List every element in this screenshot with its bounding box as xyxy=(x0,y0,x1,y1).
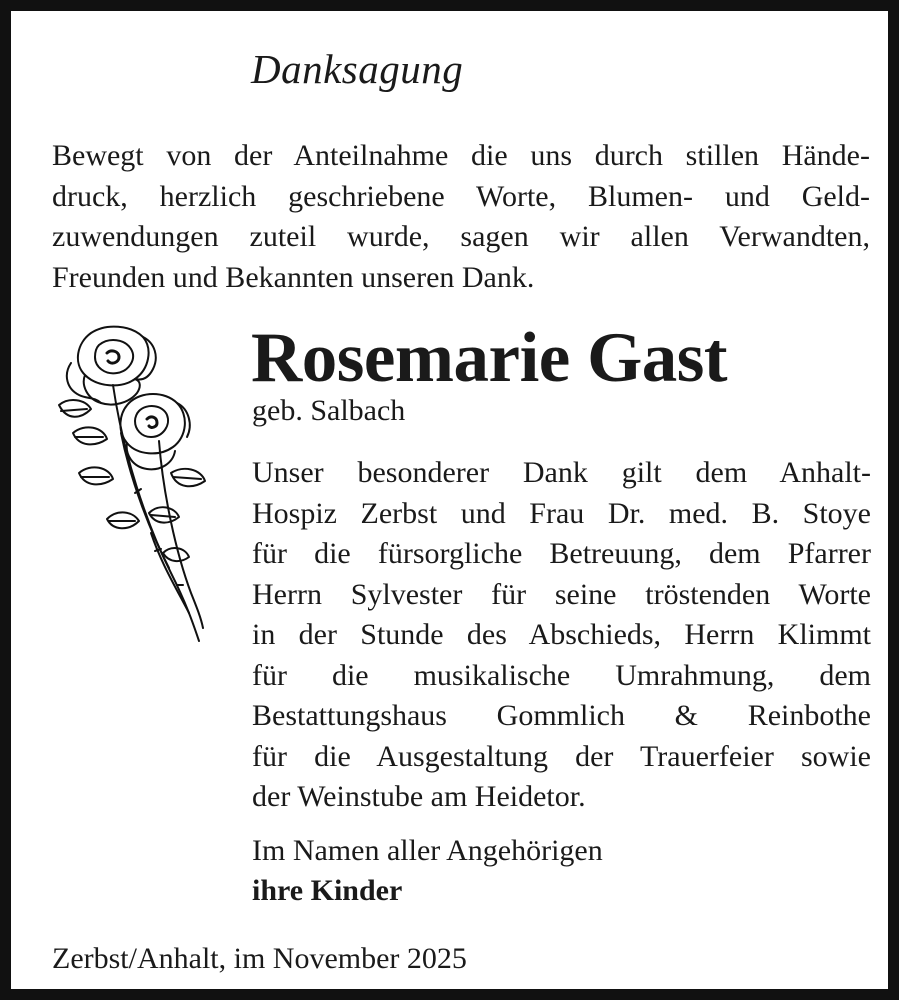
intro-line: Bewegt von der Anteilnahme die uns durch stillen Hände- xyxy=(52,139,870,172)
thanks-line: für die Ausgestaltung der Trauerfeier sowie xyxy=(252,739,871,773)
intro-paragraph xyxy=(52,136,870,298)
thanks-line: für die fürsorgliche Betreuung, dem Pfarrer xyxy=(252,537,871,570)
thanks-line: Hospiz Zerbst und Frau Dr. med. B. Stoye xyxy=(252,496,871,530)
intro-line: zuwendungen zuteil wurde, sagen wir allen Verwandten, xyxy=(52,220,870,253)
thanks-line: für die musikalische Umrahmung, dem xyxy=(252,658,871,692)
thanks-line: Bestattungshaus Gommlich & Reinbothe xyxy=(252,699,871,732)
thanks-line: in der Stunde des Abschieds, Herrn Klimmt xyxy=(252,618,871,651)
intro-line: Freunden und Bekannten unseren Dank. xyxy=(52,260,535,294)
notice-heading: Danksagung xyxy=(251,46,464,92)
thanks-paragraph xyxy=(252,453,871,818)
thanks-line: Herrn Sylvester für seine tröstenden Worte xyxy=(252,577,871,611)
roses-illustration xyxy=(51,323,216,648)
signed-by: ihre Kinder xyxy=(252,874,403,907)
thanks-line: der Weinstube am Heidetor. xyxy=(252,780,586,813)
on-behalf-text: Im Namen aller Angehörigen xyxy=(252,834,603,867)
birth-name: geb. Salbach xyxy=(252,394,406,427)
thanks-line: Unser besonderer Dank gilt dem Anhalt- xyxy=(252,456,871,489)
place-date: Zerbst/Anhalt, im November 2025 xyxy=(52,942,467,975)
intro-line: druck, herzlich geschriebene Worte, Blumen- und Geld- xyxy=(52,179,870,213)
deceased-name: Rosemarie Gast xyxy=(251,319,728,397)
